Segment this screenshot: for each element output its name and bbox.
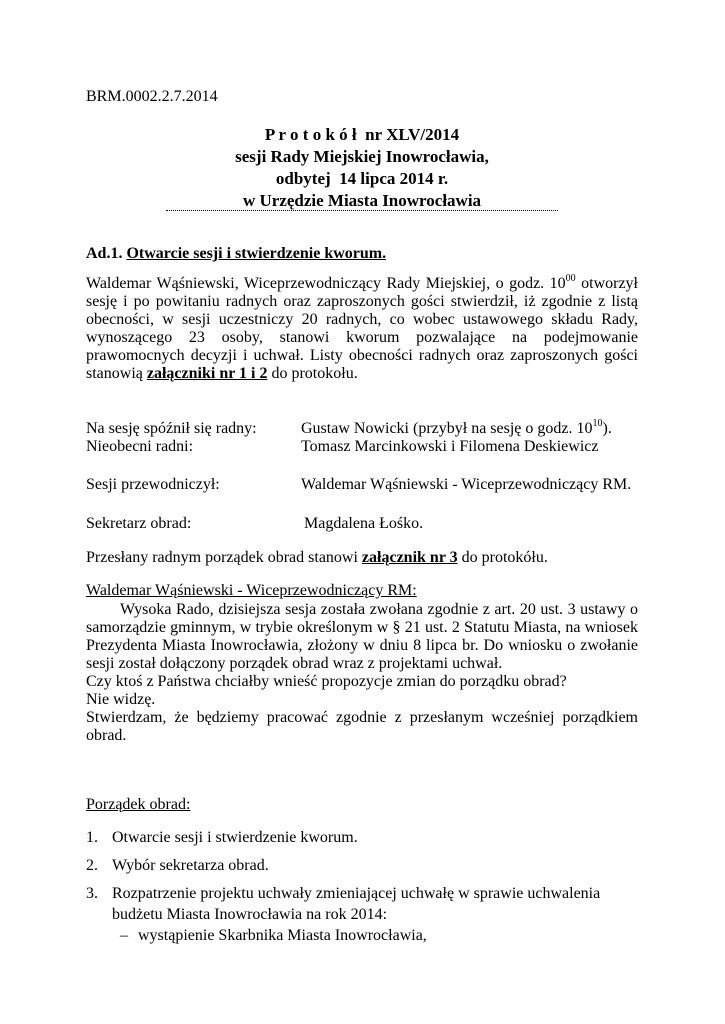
attachment-3-paragraph [86, 549, 646, 567]
agenda-list [86, 827, 638, 946]
late-value-end: ). [602, 420, 612, 437]
agenda-subitem-text: wystąpienie Skarbnika Miasta Inowrocławia, [138, 927, 427, 944]
chair-value: Waldemar Wąśniewski - Wiceprzewodniczący RM. [301, 476, 632, 493]
opening-paragraph [86, 275, 638, 383]
agenda-item-number: 1. [86, 829, 98, 846]
opening-text-3: do protokołu. [267, 365, 358, 382]
document-reference: BRM.0002.2.7.2014 [86, 88, 218, 105]
agenda-item-text: Otwarcie sesji i stwierdzenie kworum. [112, 829, 358, 846]
title-line-4: w Urzędzie Miasta Inowrocławia [242, 191, 482, 210]
title-line-3: odbytej 14 lipca 2014 r. [275, 169, 449, 188]
section-number: Ad.1. [86, 245, 123, 262]
speech-paragraph-3: Nie widzę. [86, 691, 156, 708]
agenda-item [86, 883, 638, 946]
title-line-2: sesji Rady Miejskiej Inowrocławia, [235, 147, 489, 166]
opening-time-sup: 00 [565, 273, 576, 284]
opening-text-1: Waldemar Wąśniewski, Wiceprzewodniczący Rady Miejskiej, o godz. 10 [86, 275, 566, 292]
attachment-3-text-2: do protokółu. [457, 549, 548, 566]
agenda-heading: Porządek obrad: [86, 796, 191, 813]
document-title [86, 124, 638, 212]
late-label: Na sesję spóźnił się radny: [86, 420, 257, 437]
agenda-item-number: 3. [86, 885, 98, 902]
chair-label: Sesji przewodniczył: [86, 476, 220, 493]
agenda-item-number: 2. [86, 857, 98, 874]
late-value [301, 420, 612, 438]
secretary-value: Magdalena Łośko. [304, 515, 424, 532]
dotted-separator [166, 210, 558, 211]
section-title: Otwarcie sesji i stwierdzenie kworum. [126, 245, 387, 262]
late-time-sup: 10 [592, 418, 603, 429]
attachments-1-2-ref: załączniki nr 1 i 2 [146, 365, 268, 382]
title-line-1: P r o t o k ó ł nr XLV/2014 [264, 125, 460, 144]
agenda-item-text: Rozpatrzenie projektu uchwały zmieniającej uchwałę w sprawie uchwalenia budżetu Miasta Inowrocławia na rok 2014: [112, 885, 601, 923]
speech-paragraph-2: Czy ktoś z Państwa chciałby wnieść propozycje zmian do porządku obrad? [86, 673, 567, 690]
section-heading [86, 245, 386, 263]
speech-paragraph-4: Stwierdzam, że będziemy pracować zgodnie z przesłanym wcześniej porządkiem obrad. [86, 709, 638, 744]
attachment-3-ref: załącznik nr 3 [361, 549, 458, 566]
secretary-label: Sekretarz obrad: [86, 515, 192, 532]
absent-value: Tomasz Marcinkowski i Filomena Deskiewicz [301, 438, 599, 455]
agenda-item [86, 827, 638, 848]
attachment-3-text-1: Przesłany radnym porządek obrad stanowi [86, 549, 362, 566]
speaker-heading: Waldemar Wąśniewski - Wiceprzewodniczący RM: [86, 582, 417, 599]
agenda-subitem [112, 925, 638, 946]
opening-text-2: otworzył sesję i po powitaniu radnych oraz zaproszonych gości stwierdził, iż zgodnie z listą obecności, w sesji uczestniczy 20 radnych, co wobec ustawowego składu Rady, wynoszącego 23 osoby, stanowi kworum pozwalające na podejmowanie prawomocnych decyzji i uchwał. Listy obecności radnych oraz zaproszonych gości stanowią [86, 275, 639, 382]
absent-label: Nieobecni radni: [86, 438, 194, 455]
speech-paragraph-1: Wysoka Rado, dzisiejsza sesja została zwołana zgodnie z art. 20 ust. 3 ustawy o samorządzie gminnym, w trybie określonym w § 21 ust. 2 Statutu Miasta, na wniosek Prezydenta Miasta Inowrocławia, złożony w dniu 8 lipca br. Do wniosku o zwołanie sesji został dołączony porządek obrad wraz z projektami uchwał. [86, 601, 638, 672]
agenda-item [86, 855, 638, 876]
agenda-item-text: Wybór sekretarza obrad. [112, 857, 269, 874]
speech-block [86, 601, 638, 745]
late-value-text: Gustaw Nowicki (przybył na sesję o godz. 10 [301, 420, 593, 437]
agenda-subitem-dash: – [120, 927, 128, 944]
